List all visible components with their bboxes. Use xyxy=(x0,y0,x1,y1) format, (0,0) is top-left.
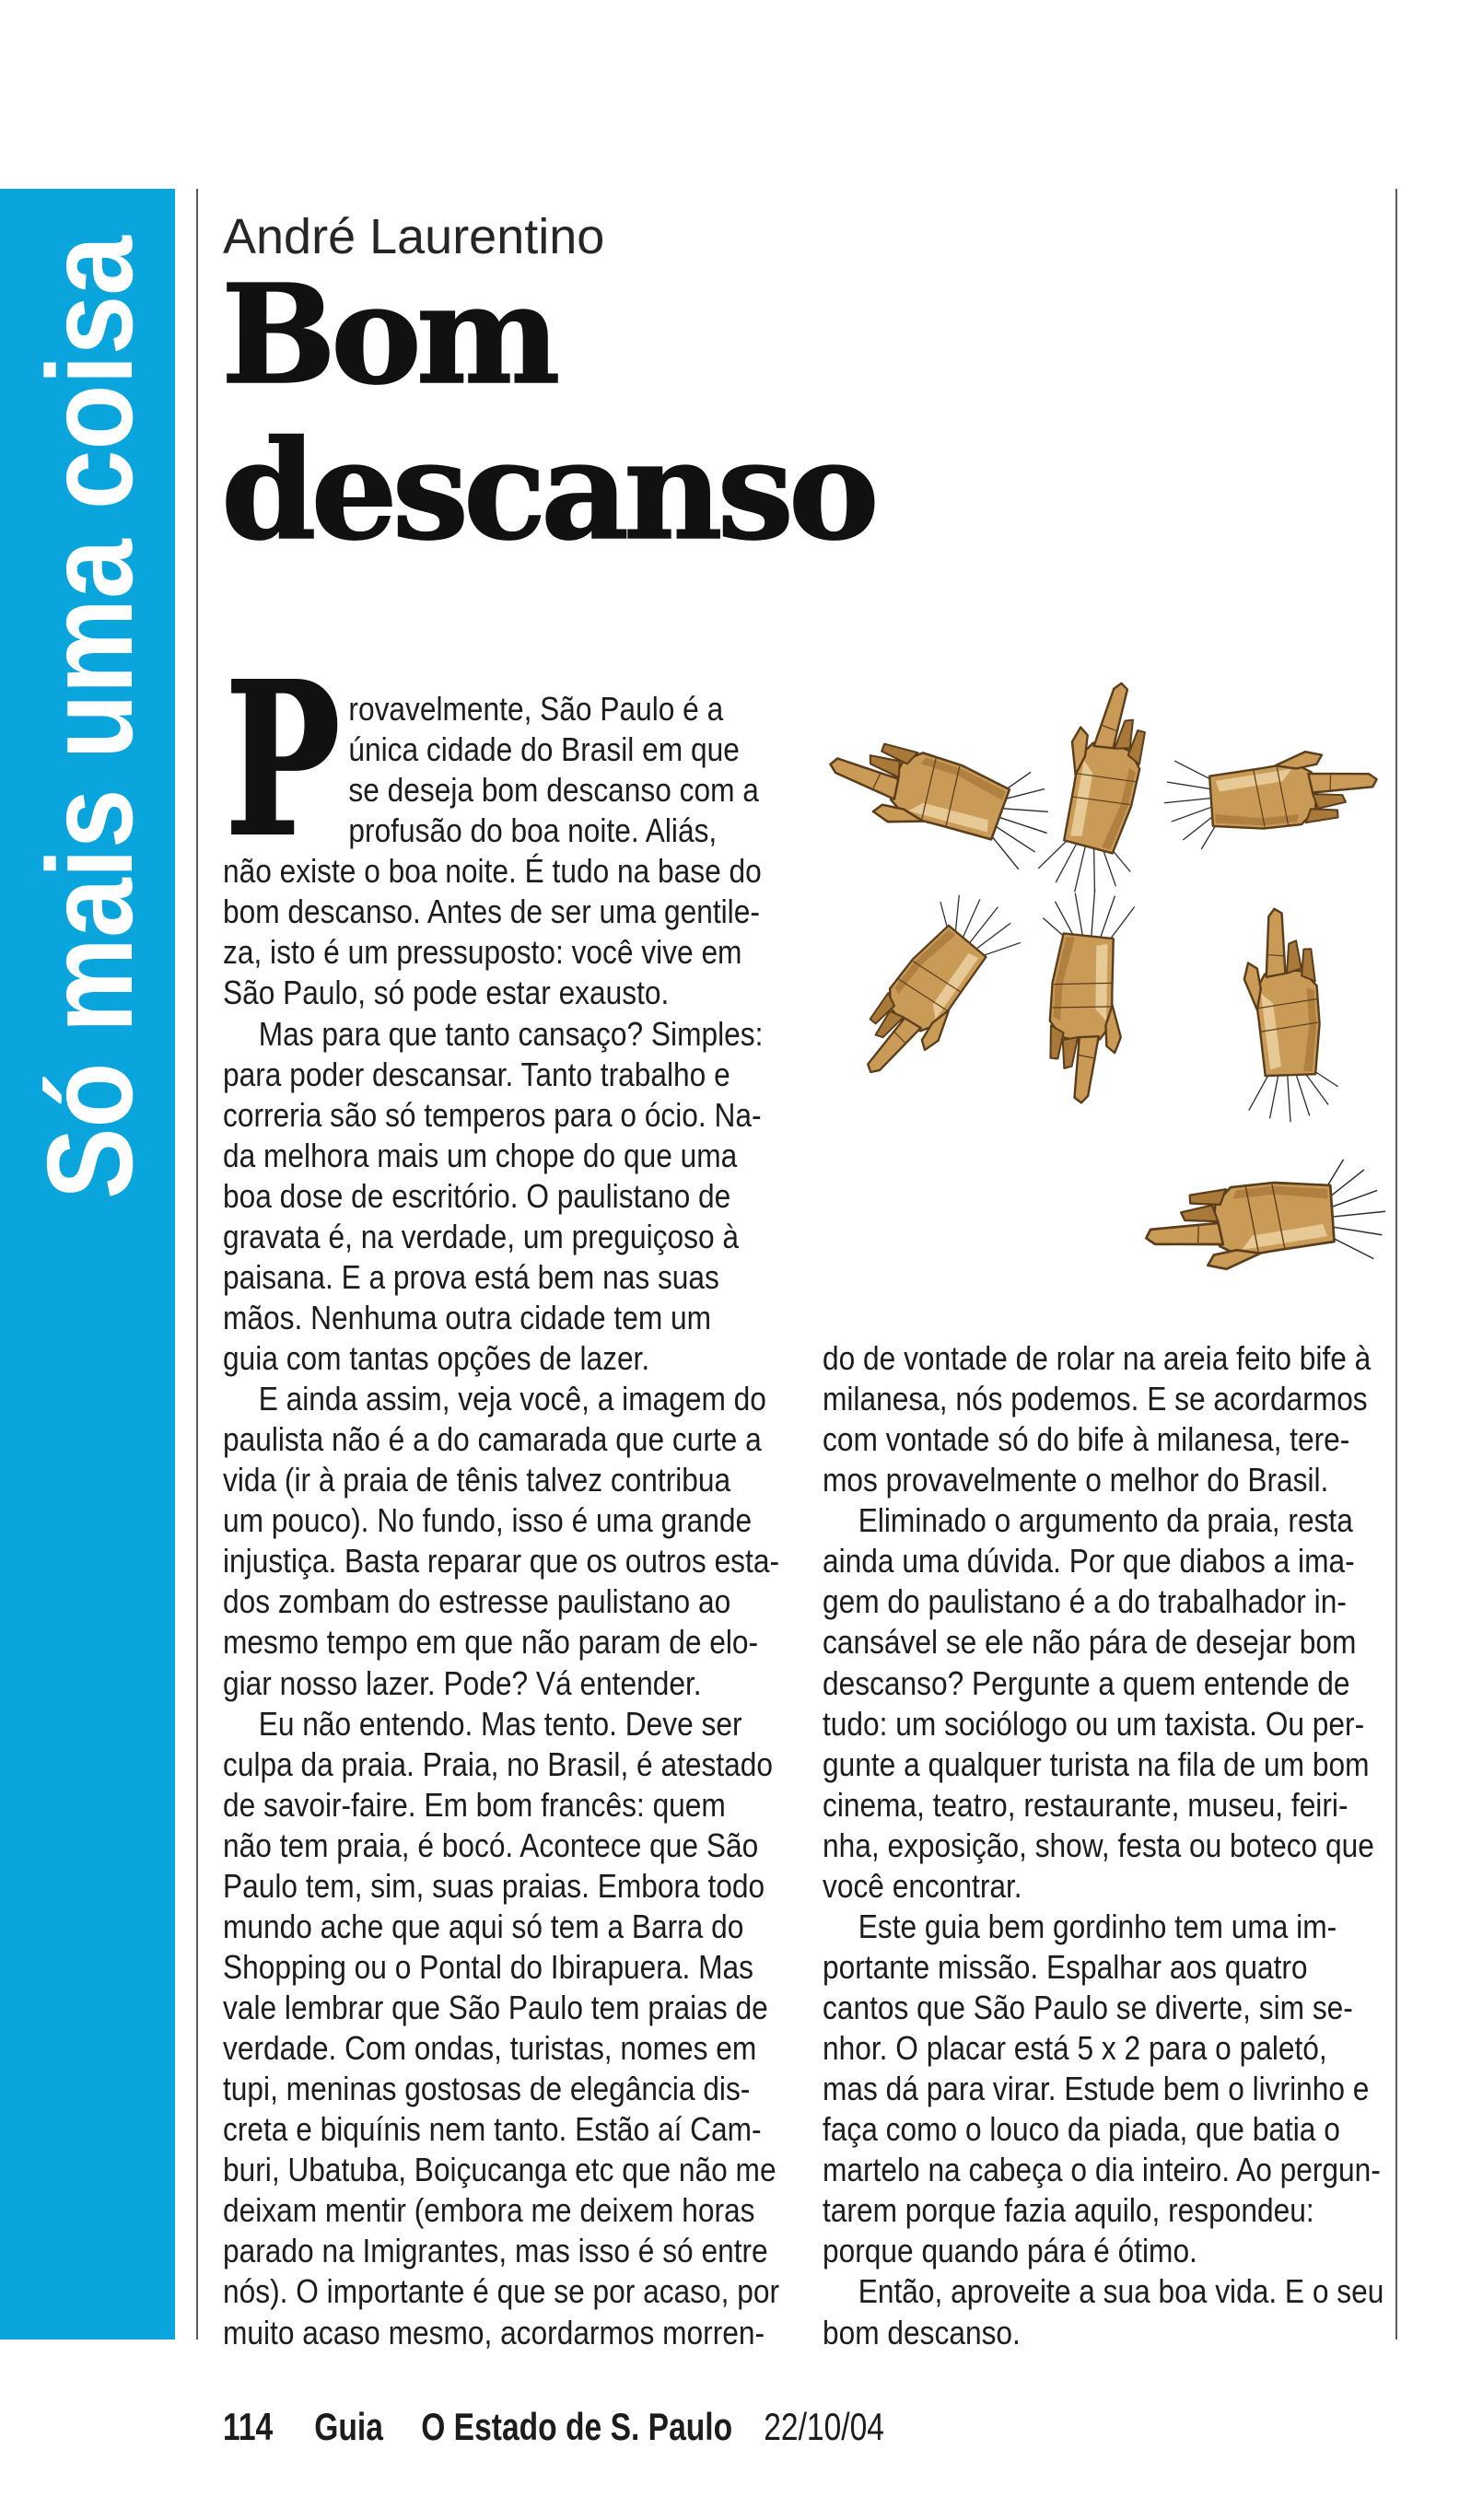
body-line: martelo na cabeça o dia inteiro. Ao pergun- xyxy=(823,2151,1381,2189)
body-line: bom descanso. Antes de ser uma gentile- xyxy=(223,892,760,931)
title-line: descanso xyxy=(221,410,874,570)
body-line: injustiça. Basta reparar que os outros esta- xyxy=(223,1542,779,1581)
pointing-hand-icon xyxy=(1034,675,1176,904)
body-line: do de vontade de rolar na areia feito bife à xyxy=(823,1339,1372,1377)
pointing-hands-illustration xyxy=(823,671,1394,1298)
body-line: da melhora mais um chope do que uma xyxy=(223,1136,738,1174)
body-line: gem do paulistano é a do trabalhador in- xyxy=(823,1582,1347,1621)
body-line: mas dá para virar. Estude bem o livrinho e xyxy=(823,2070,1370,2108)
body-line: correria são só temperos para o ócio. Na- xyxy=(223,1095,762,1134)
body-line: milanesa, nós podemos. E se acordarmos xyxy=(823,1380,1368,1418)
paragraph xyxy=(223,1014,782,1380)
article-title xyxy=(221,254,874,570)
paragraph xyxy=(823,1907,1382,2272)
body-line: rovavelmente, São Paulo é a xyxy=(348,690,724,728)
body-line: boa dose de escritório. O paulistano de xyxy=(223,1176,731,1215)
body-line: tarem porque fazia aquilo, respondeu: xyxy=(823,2191,1314,2230)
body-line: porque quando pára é ótimo. xyxy=(823,2232,1197,2270)
section-label: Só mais uma coisa xyxy=(22,236,158,1200)
body-line: Shopping ou o Pontal do Ibirapuera. Mas xyxy=(223,1947,753,1986)
footer-publication: O Estado de S. Paulo xyxy=(421,2405,733,2448)
body-line: profusão do boa noite. Aliás, xyxy=(348,811,718,850)
body-line: cantos que São Paulo se diverte, sim se- xyxy=(823,1989,1353,2026)
body-line: Mas para que tanto cansaço? Simples: xyxy=(258,1014,764,1053)
body-line: de savoir-faire. Em bom francês: quem xyxy=(223,1785,726,1824)
body-line: guia com tantas opções de lazer. xyxy=(223,1339,650,1377)
paragraph xyxy=(223,1379,782,1704)
body-line: mãos. Nenhuma outra cidade tem um xyxy=(223,1298,712,1336)
body-line: se deseja bom descanso com a xyxy=(348,771,759,810)
body-line: creta e biquínis nem tanto. Estão aí Cam- xyxy=(223,2110,762,2149)
body-line: cinema, teatro, restaurante, museu, feiri- xyxy=(823,1785,1348,1824)
footer-section: Guia xyxy=(314,2405,383,2448)
body-line: mos provavelmente o melhor do Brasil. xyxy=(823,1461,1329,1499)
body-line: Eliminado o argumento da praia, resta xyxy=(858,1501,1353,1540)
body-line: mesmo tempo em que não param de elo- xyxy=(223,1623,759,1662)
body-line: nós). O importante é que se por acaso, por xyxy=(223,2272,780,2311)
column-rule-left xyxy=(196,189,198,2339)
body-line: única cidade do Brasil em que xyxy=(348,730,740,769)
column-rule-right xyxy=(1395,189,1397,2339)
page-number: 114 xyxy=(223,2405,274,2448)
pointing-hand-icon xyxy=(1024,884,1136,1106)
body-column-1 xyxy=(223,689,782,2353)
paragraph xyxy=(823,2271,1382,2352)
body-line: paisana. E a prova está bem nas suas xyxy=(223,1257,719,1296)
body-line: com vontade só do bife à milanesa, tere- xyxy=(823,1420,1350,1459)
author-byline: André Laurentino xyxy=(223,209,605,264)
pointing-hand-icon xyxy=(823,706,1065,874)
body-line: faça como o louco da piada, que batia o xyxy=(823,2110,1340,2149)
pointing-hand-icon xyxy=(1141,1157,1388,1275)
body-line: cansável se ele não pára de desejar bom xyxy=(823,1623,1357,1662)
body-line: gunte a qualquer turista na fila de um bom xyxy=(823,1744,1370,1783)
body-line: mundo ache que aqui só tem a Barra do xyxy=(223,1907,744,1945)
body-line: São Paulo, só pode estar exausto. xyxy=(223,974,670,1012)
pointing-hand-icon xyxy=(828,877,1029,1092)
body-line: Eu não entendo. Mas tento. Deve ser xyxy=(258,1704,742,1743)
body-line: paulista não é a do camarada que curte a xyxy=(223,1420,762,1459)
body-line: não tem praia, é bocó. Acontece que São xyxy=(223,1826,759,1864)
body-line: tudo: um sociólogo ou um taxista. Ou per- xyxy=(823,1704,1365,1743)
paragraph xyxy=(823,1338,1382,1500)
body-line: para poder descansar. Tanto trabalho e xyxy=(223,1055,730,1093)
paragraph xyxy=(223,1704,782,2353)
body-line: giar nosso lazer. Pode? Vá entender. xyxy=(223,1663,702,1702)
body-line: bom descanso. xyxy=(823,2313,1021,2351)
body-line: nha, exposição, show, festa ou boteco que xyxy=(823,1826,1374,1864)
footer-date: 22/10/04 xyxy=(764,2405,884,2448)
body-line: deixam mentir (embora me deixem horas xyxy=(223,2191,755,2230)
body-line: muito acaso mesmo, acordarmos morren- xyxy=(223,2313,765,2351)
body-line: tupi, meninas gostosas de elegância dis- xyxy=(223,2070,751,2108)
title-line: Bom xyxy=(221,254,555,414)
body-line: vale lembrar que São Paulo tem praias de xyxy=(223,1989,768,2026)
paragraph xyxy=(823,1500,1382,1907)
body-line: culpa da praia. Praia, no Brasil, é atestado xyxy=(223,1744,774,1783)
body-line: você encontrar. xyxy=(823,1866,1022,1905)
body-line: za, isto é um pressuposto: você vive em xyxy=(223,933,742,972)
body-line: verdade. Com ondas, turistas, nomes em xyxy=(223,2029,757,2068)
page-footer xyxy=(223,2405,960,2448)
body-line: buri, Ubatuba, Boiçucanga etc que não me xyxy=(223,2151,776,2189)
body-line: parado na Imigrantes, mas isso é só entre xyxy=(223,2232,768,2270)
body-line: Paulo tem, sim, suas praias. Embora todo xyxy=(223,1866,765,1905)
body-line: não existe o boa noite. É tudo na base do xyxy=(223,852,762,891)
body-line: gravata é, na verdade, um preguiçoso à xyxy=(223,1217,740,1255)
body-line: descanso? Pergunte a quem entende de xyxy=(823,1663,1350,1702)
pointing-hand-icon xyxy=(1162,747,1381,852)
body-line: portante missão. Espalhar aos quatro xyxy=(823,1947,1308,1986)
body-line: ainda uma dúvida. Por que diabos a ima- xyxy=(823,1542,1355,1581)
body-line: dos zombam do estresse paulistano ao xyxy=(223,1582,731,1621)
body-column-2 xyxy=(823,1338,1382,2353)
body-line: Então, aproveite a sua boa vida. E o seu xyxy=(858,2272,1384,2311)
pointing-hand-icon xyxy=(1242,907,1339,1124)
drop-cap: P xyxy=(225,636,341,884)
body-line: nhor. O placar está 5 x 2 para o paletó, xyxy=(823,2029,1327,2068)
body-line: um pouco). No fundo, isso é uma grande xyxy=(223,1501,753,1540)
body-line: vida (ir à praia de tênis talvez contribua xyxy=(223,1461,731,1499)
body-line: Este guia bem gordinho tem uma im- xyxy=(858,1907,1337,1945)
paragraph xyxy=(223,689,782,1014)
body-line: E ainda assim, veja você, a imagem do xyxy=(258,1380,766,1418)
